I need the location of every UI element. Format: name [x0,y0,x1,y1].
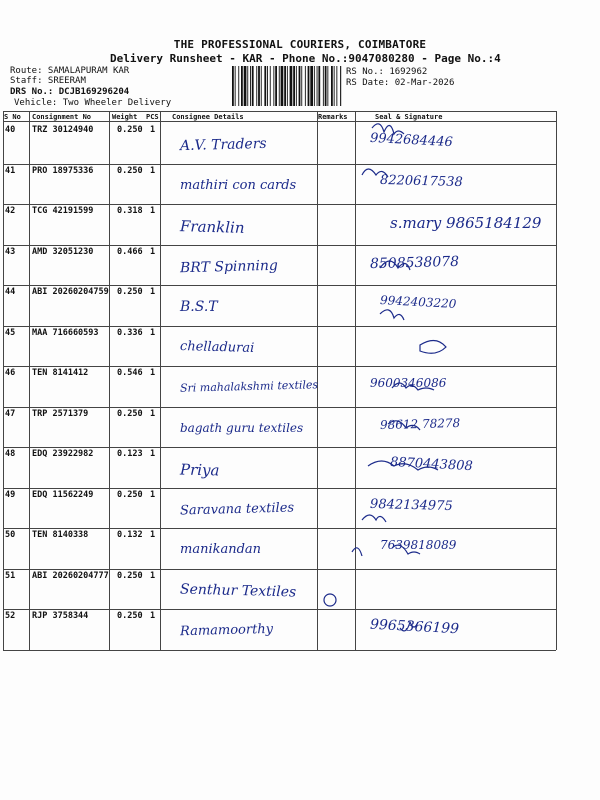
consignment-cell: ABI 20260204777 [32,570,109,581]
consignment-cell: RJP 3758344 [32,611,89,621]
consignee-handwritten: Sri mahalakshmi textiles [179,378,319,395]
consignment-cell: EDQ 23922982 [32,449,94,459]
sno-cell: 52 [5,611,16,621]
pcs-cell: 1 [150,287,156,297]
sno-cell: 45 [5,327,16,338]
signature-handwritten: 9600346086 [370,376,447,390]
consignee-handwritten: B.S.T [180,299,218,315]
weight-cell: 0.546 [117,368,143,378]
pcs-cell: 1 [150,327,156,338]
signature-handwritten: 7639818089 [380,538,457,552]
consignee-handwritten: BRT Spinning [179,257,279,276]
sno-cell: 51 [5,570,16,581]
weight-cell: 0.250 [117,489,143,500]
weight-cell: 0.250 [117,165,143,176]
weight-cell: 0.250 [117,287,143,297]
signature-handwritten: 8870443808 [389,454,474,475]
signature-handwritten: 8508538078 [369,253,460,272]
signature-handwritten: 98612 78278 [379,415,461,432]
sno-cell: 41 [5,165,16,176]
sno-cell: 46 [5,368,16,378]
consignee-handwritten: manikandan [180,542,262,557]
pcs-cell: 1 [150,489,156,500]
pcs-cell: 1 [150,206,156,216]
col-pcs: PCS [146,113,159,121]
sno-cell: 49 [5,489,16,500]
weight-cell: 0.123 [117,449,143,459]
pcs-cell: 1 [150,368,156,378]
signature-handwritten: 9965366199 [369,616,460,638]
sno-cell: 40 [5,125,16,135]
signature-handwritten: 9842134975 [369,496,453,514]
rs-date: RS Date: 02-Mar-2026 [346,78,455,88]
signature-handwritten: 8220617538 [379,172,463,190]
weight-cell: 0.250 [117,125,143,135]
pcs-cell: 1 [150,570,156,581]
col-consignment: Consignment No [32,113,92,121]
consignment-cell: TEN 8140338 [32,530,89,540]
consignee-handwritten: bagath guru textiles [180,420,304,435]
consignment-cell: TCG 42191599 [32,206,94,216]
weight-cell: 0.132 [117,530,143,540]
sno-cell: 44 [5,287,16,297]
weight-cell: 0.336 [117,327,143,338]
consignee-handwritten: Franklin [179,217,245,237]
consignee-handwritten: A.V. Traders [179,135,267,155]
rs-number: RS No.: 1692962 [346,67,428,77]
weight-cell: 0.466 [117,246,143,257]
weight-cell: 0.250 [117,611,143,621]
consignment-cell: AMD 32051230 [32,246,94,257]
consignment-cell: ABI 20260204759 [32,287,109,297]
signature-handwritten: 9942684446 [369,130,454,151]
weight-cell: 0.250 [117,408,143,419]
sno-cell: 47 [5,408,16,419]
company-title: THE PROFESSIONAL COURIERS, COIMBATORE [173,38,427,51]
staff-label: Staff: SREERAM [10,76,86,86]
col-consignee: Consignee Details [172,113,244,121]
col-sno: S No [4,113,21,121]
consignee-handwritten: chelladurai [179,338,255,356]
sno-cell: 43 [5,246,16,257]
consignment-cell: PRO 18975336 [32,165,94,176]
weight-cell: 0.318 [117,206,143,216]
signature-handwritten: s.mary 9865184129 [390,214,542,232]
sno-cell: 42 [5,206,16,216]
consignment-cell: MAA 716660593 [32,327,99,338]
consignment-cell: TRZ 30124940 [32,125,94,135]
drs-number: DRS No.: DCJB169296204 [10,87,130,97]
pcs-cell: 1 [150,125,156,135]
consignee-handwritten: Saravana textiles [179,500,295,518]
col-signature: Seal & Signature [375,113,443,121]
pcs-cell: 1 [150,530,156,540]
sno-cell: 50 [5,530,16,540]
pcs-cell: 1 [150,246,156,257]
consignee-handwritten: Priya [179,460,220,480]
route-label: Route: SAMALAPURAM KAR [10,66,130,76]
pcs-cell: 1 [150,611,156,621]
consignment-cell: EDQ 11562249 [32,489,94,500]
runsheet-subtitle: Delivery Runsheet - KAR - Phone No.:9047080280 - Page No.:4 [110,52,501,65]
pcs-cell: 1 [150,165,156,176]
sno-cell: 48 [5,449,16,459]
signature-handwritten: 9942403220 [379,293,457,311]
consignee-handwritten: Ramamoorthy [179,621,274,640]
consignment-cell: TRP 2571379 [32,408,89,419]
pcs-cell: 1 [150,408,156,419]
pcs-cell: 1 [150,449,156,459]
consignee-handwritten: Senthur Textiles [179,580,297,601]
vehicle-label: Vehicle: Two Wheeler Delivery [14,98,172,108]
weight-cell: 0.250 [117,570,143,581]
col-weight: Weight [112,113,138,121]
consignment-cell: TEN 8141412 [32,368,89,378]
col-remarks: Remarks [318,113,348,121]
consignee-handwritten: mathiri con cards [180,177,297,193]
